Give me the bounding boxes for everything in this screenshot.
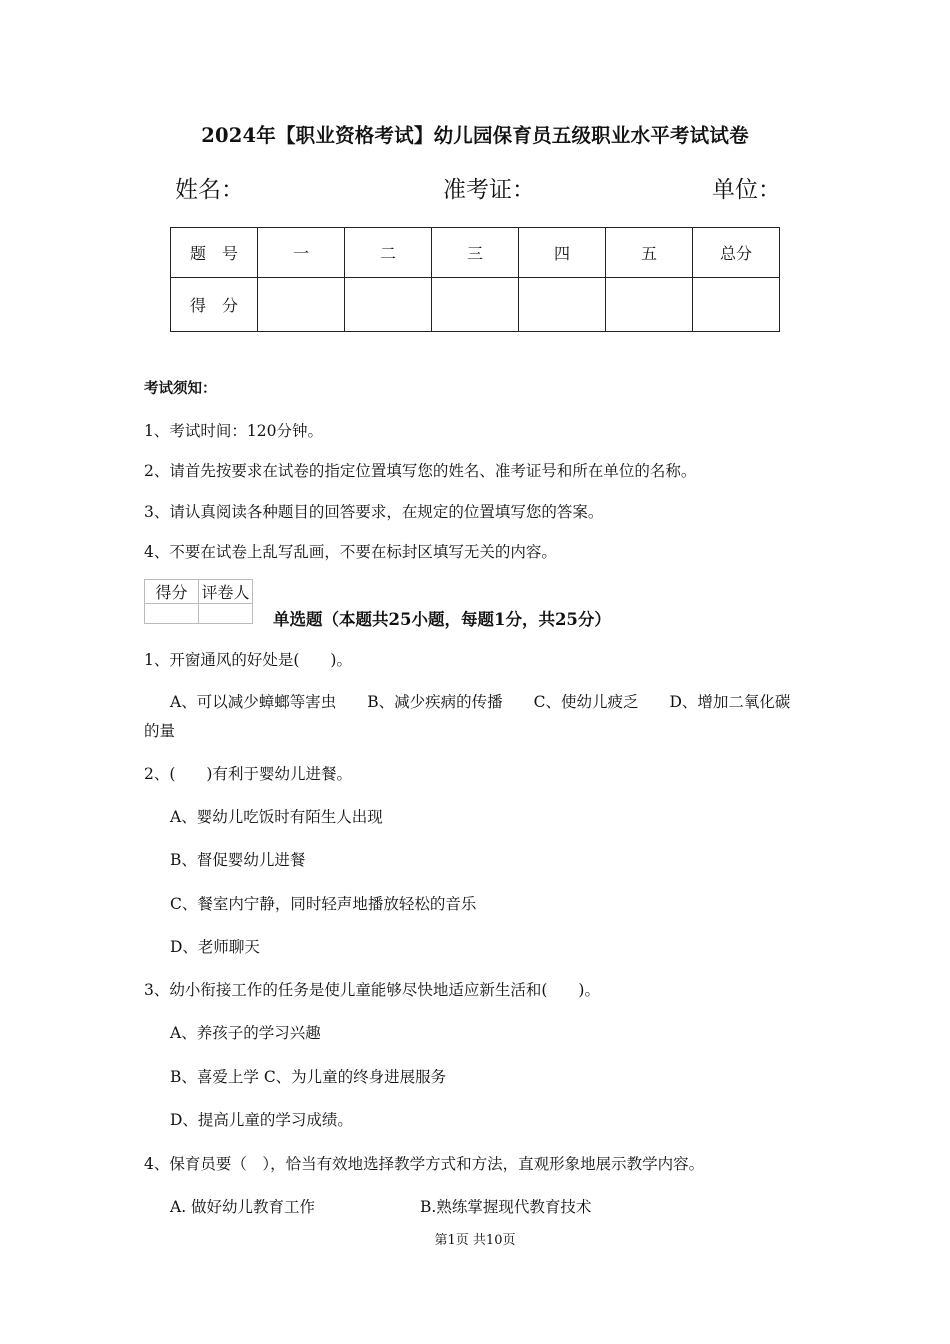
- score-table: [170, 227, 780, 332]
- unit-field-label: 单位：: [712, 177, 781, 203]
- grader-score-cell: [145, 604, 199, 624]
- question-option: B、喜爱上学 C、为儿童的终身进展服务: [170, 1068, 447, 1086]
- question-option: A、养孩子的学习兴趣: [170, 1024, 321, 1042]
- question-option: C、餐室内宁静，同时轻声地播放轻松的音乐: [170, 895, 477, 913]
- score-header-cell: 题 号: [171, 228, 258, 278]
- section-title: 单选题（本题共25小题，每题1分，共25分）: [273, 610, 611, 629]
- grader-table: [144, 579, 253, 624]
- score-cell: [519, 278, 606, 332]
- question-options-wrap: 的量: [144, 722, 176, 740]
- score-header-cell: 五: [606, 228, 693, 278]
- question-option: A、婴幼儿吃饭时有陌生人出现: [170, 808, 383, 826]
- score-cell: [345, 278, 432, 332]
- notice-item: 4、不要在试卷上乱写乱画，不要在标封区填写无关的内容。: [144, 543, 557, 561]
- notice-heading: 考试须知：: [144, 380, 217, 397]
- notice-item: 3、请认真阅读各种题目的回答要求，在规定的位置填写您的答案。: [144, 503, 604, 521]
- score-cell: [606, 278, 693, 332]
- question-stem: 3、幼小衔接工作的任务是使儿童能够尽快地适应新生活和( )。: [144, 981, 600, 999]
- question-option: B.熟练掌握现代教育技术: [420, 1198, 592, 1216]
- notice-item: 2、请首先按要求在试卷的指定位置填写您的姓名、准考证号和所在单位的名称。: [144, 462, 697, 480]
- page-footer: 第1页 共10页: [434, 1233, 516, 1248]
- exam-title: 2024年【职业资格考试】幼儿园保育员五级职业水平考试试卷: [201, 124, 749, 147]
- question-options: A、可以减少蟑螂等害虫 B、减少疾病的传播 C、使幼儿疲乏 D、增加二氧化碳: [170, 693, 791, 711]
- grader-score-label: 得分: [145, 580, 199, 604]
- question-stem: 2、( )有利于婴幼儿进餐。: [144, 765, 352, 783]
- score-header-cell: 三: [432, 228, 519, 278]
- score-table-header-row: [171, 228, 780, 278]
- question-stem: 4、保育员要（ ），恰当有效地选择教学方式和方法，直观形象地展示教学内容。: [144, 1155, 705, 1173]
- question-stem: 1、开窗通风的好处是( )。: [144, 651, 352, 669]
- score-row-label: 得 分: [171, 278, 258, 332]
- question-option: D、老师聊天: [170, 938, 260, 956]
- grader-name-cell: [199, 604, 253, 624]
- score-header-cell: 二: [345, 228, 432, 278]
- exam-id-field-label: 准考证：: [443, 177, 535, 203]
- score-header-cell: 四: [519, 228, 606, 278]
- score-cell: [693, 278, 780, 332]
- score-table-score-row: [171, 278, 780, 332]
- question-option: D、提高儿童的学习成绩。: [170, 1111, 353, 1129]
- name-field-label: 姓名：: [175, 177, 244, 203]
- score-cell: [432, 278, 519, 332]
- question-option: A. 做好幼儿教育工作: [170, 1198, 316, 1216]
- score-cell: [258, 278, 345, 332]
- score-header-cell: 一: [258, 228, 345, 278]
- question-option: B、督促婴幼儿进餐: [170, 851, 306, 869]
- notice-item: 1、考试时间：120分钟。: [144, 422, 323, 440]
- score-header-cell: 总分: [693, 228, 780, 278]
- grader-name-label: 评卷人: [199, 580, 253, 604]
